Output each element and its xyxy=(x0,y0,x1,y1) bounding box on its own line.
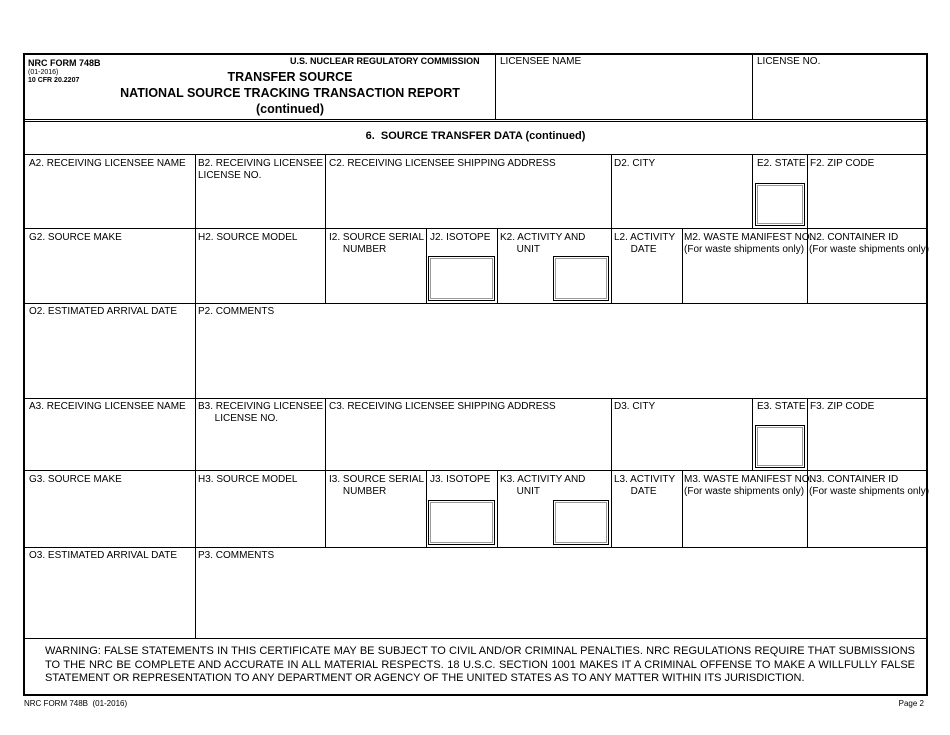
divider xyxy=(24,398,927,399)
divider xyxy=(195,470,196,547)
divider xyxy=(24,303,927,304)
form-subtitle: NATIONAL SOURCE TRACKING TRANSACTION REPORT xyxy=(120,86,460,100)
i2-label: I2. SOURCE SERIAL NUMBER xyxy=(329,232,425,255)
divider xyxy=(195,303,196,398)
g3-label: G3. SOURCE MAKE xyxy=(29,474,122,485)
warning-text: WARNING: FALSE STATEMENTS IN THIS CERTIFICATE MAY BE SUBJECT TO CIVIL AND/OR CRIMINAL PENALTIES. NRC REGULATIONS REQUIRE THAT SUBMISSIONS TO THE NRC BE COMPLETE AND ACCURATE IN ALL MATERIAL RESPECTS. 18 U.S.C. SECTION 1001 MAKES IT A CRIMINAL OFFENSE TO MAKE A WILLFULLY FALSE STATEMENT OR REPRESENTATION TO ANY DEPARTMENT OR AGENCY OF THE UNITED STATES AS TO ANY MATTER WITHIN ITS JURISDICTION. xyxy=(45,645,915,684)
divider xyxy=(24,470,927,471)
l3-label: L3. ACTIVITY DATE xyxy=(614,474,676,497)
license-no-field[interactable] xyxy=(754,70,926,118)
divider xyxy=(611,470,612,547)
i3-label: I3. SOURCE SERIAL NUMBER xyxy=(329,474,425,497)
divider xyxy=(24,154,927,155)
divider xyxy=(752,54,753,120)
license-no-label: LICENSE NO. xyxy=(757,56,821,67)
divider xyxy=(752,154,753,228)
j2-isotope-box[interactable] xyxy=(428,256,495,301)
l2-field[interactable] xyxy=(613,258,681,302)
e2-state-box[interactable] xyxy=(755,183,805,226)
c2-label: C2. RECEIVING LICENSEE SHIPPING ADDRESS xyxy=(329,158,556,169)
d2-label: D2. CITY xyxy=(614,158,656,169)
divider xyxy=(325,228,326,303)
e3-label: E3. STATE xyxy=(757,401,806,412)
form-number: NRC FORM 748B xyxy=(28,58,101,68)
a3-field[interactable] xyxy=(26,415,194,469)
divider xyxy=(611,398,612,470)
divider xyxy=(24,547,927,548)
c3-label: C3. RECEIVING LICENSEE SHIPPING ADDRESS xyxy=(329,401,556,412)
f2-field[interactable] xyxy=(809,172,926,227)
h3-field[interactable] xyxy=(197,488,324,546)
agency-name: U.S. NUCLEAR REGULATORY COMMISSION xyxy=(290,56,480,66)
divider xyxy=(495,54,496,120)
b3-field[interactable] xyxy=(197,427,324,469)
i2-field[interactable] xyxy=(327,258,425,302)
divider xyxy=(611,228,612,303)
l3-field[interactable] xyxy=(613,500,681,546)
divider xyxy=(325,470,326,547)
divider xyxy=(497,470,498,547)
b3-label: B3. RECEIVING LICENSEE LICENSE NO. xyxy=(198,401,324,424)
k3-activity-box[interactable] xyxy=(553,500,609,545)
j3-isotope-box[interactable] xyxy=(428,500,495,545)
p2-label: P2. COMMENTS xyxy=(198,306,275,317)
divider xyxy=(682,228,683,303)
j2-label: J2. ISOTOPE xyxy=(430,232,491,243)
a2-field[interactable] xyxy=(26,172,194,227)
divider xyxy=(807,154,808,228)
k3-label: K3. ACTIVITY AND UNIT xyxy=(500,474,586,497)
o3-field[interactable] xyxy=(26,564,194,637)
divider xyxy=(24,121,927,122)
divider xyxy=(611,154,612,228)
b2-label: B2. RECEIVING LICENSEE LICENSE NO. xyxy=(198,158,324,181)
b2-field[interactable] xyxy=(197,184,324,227)
f2-label: F2. ZIP CODE xyxy=(810,158,875,169)
cfr-reference: 10 CFR 20.2207 xyxy=(28,77,80,84)
d3-label: D3. CITY xyxy=(614,401,656,412)
e2-label: E2. STATE xyxy=(757,158,806,169)
divider xyxy=(497,228,498,303)
divider xyxy=(195,398,196,470)
h3-label: H3. SOURCE MODEL xyxy=(198,474,298,485)
c3-field[interactable] xyxy=(327,415,610,469)
divider xyxy=(24,228,927,229)
m3-label: M3. WASTE MANIFEST NO. (For waste shipments only) xyxy=(684,474,813,497)
p2-field[interactable] xyxy=(197,320,926,397)
divider xyxy=(807,398,808,470)
i3-field[interactable] xyxy=(327,500,425,546)
section-title: 6. SOURCE TRANSFER DATA (continued) xyxy=(365,130,586,142)
divider xyxy=(325,398,326,470)
m3-field[interactable] xyxy=(684,500,806,546)
n2-label: N2. CONTAINER ID (For waste shipments only) xyxy=(809,232,930,255)
f3-field[interactable] xyxy=(809,415,926,469)
a2-label: A2. RECEIVING LICENSEE NAME xyxy=(29,158,186,169)
g3-field[interactable] xyxy=(26,488,194,546)
form-date: (01-2016) xyxy=(28,69,59,76)
l2-label: L2. ACTIVITY DATE xyxy=(614,232,676,255)
e3-state-box[interactable] xyxy=(755,425,805,468)
divider xyxy=(24,638,927,639)
divider xyxy=(195,154,196,228)
footer-page-number: Page 2 xyxy=(898,699,924,708)
d2-field[interactable] xyxy=(613,172,751,227)
k2-label: K2. ACTIVITY AND UNIT xyxy=(500,232,586,255)
o2-label: O2. ESTIMATED ARRIVAL DATE xyxy=(29,306,177,317)
divider xyxy=(195,228,196,303)
j3-label: J3. ISOTOPE xyxy=(430,474,491,485)
n3-field[interactable] xyxy=(809,500,926,546)
divider xyxy=(24,119,927,120)
k2-activity-box[interactable] xyxy=(553,256,609,301)
m2-label: M2. WASTE MANIFEST NO. (For waste shipments only) xyxy=(684,232,813,255)
licensee-name-field[interactable] xyxy=(497,70,751,118)
m2-field[interactable] xyxy=(684,258,806,302)
divider xyxy=(752,398,753,470)
o2-field[interactable] xyxy=(26,320,194,397)
divider xyxy=(325,154,326,228)
divider xyxy=(426,470,427,547)
d3-field[interactable] xyxy=(613,415,751,469)
h2-label: H2. SOURCE MODEL xyxy=(198,232,298,243)
divider xyxy=(426,228,427,303)
f3-label: F3. ZIP CODE xyxy=(810,401,875,412)
n2-field[interactable] xyxy=(809,258,926,302)
c2-field[interactable] xyxy=(327,172,610,227)
n3-label: N3. CONTAINER ID (For waste shipments only) xyxy=(809,474,930,497)
g2-label: G2. SOURCE MAKE xyxy=(29,232,122,243)
p3-label: P3. COMMENTS xyxy=(198,550,275,561)
o3-label: O3. ESTIMATED ARRIVAL DATE xyxy=(29,550,177,561)
divider xyxy=(682,470,683,547)
footer-form-number: NRC FORM 748B (01-2016) xyxy=(24,699,128,708)
g2-field[interactable] xyxy=(26,246,194,302)
divider xyxy=(195,547,196,638)
form-continued: (continued) xyxy=(255,102,325,116)
a3-label: A3. RECEIVING LICENSEE NAME xyxy=(29,401,186,412)
form-title: TRANSFER SOURCE xyxy=(227,70,353,84)
licensee-name-label: LICENSEE NAME xyxy=(500,56,582,67)
h2-field[interactable] xyxy=(197,246,324,302)
p3-field[interactable] xyxy=(197,564,926,637)
